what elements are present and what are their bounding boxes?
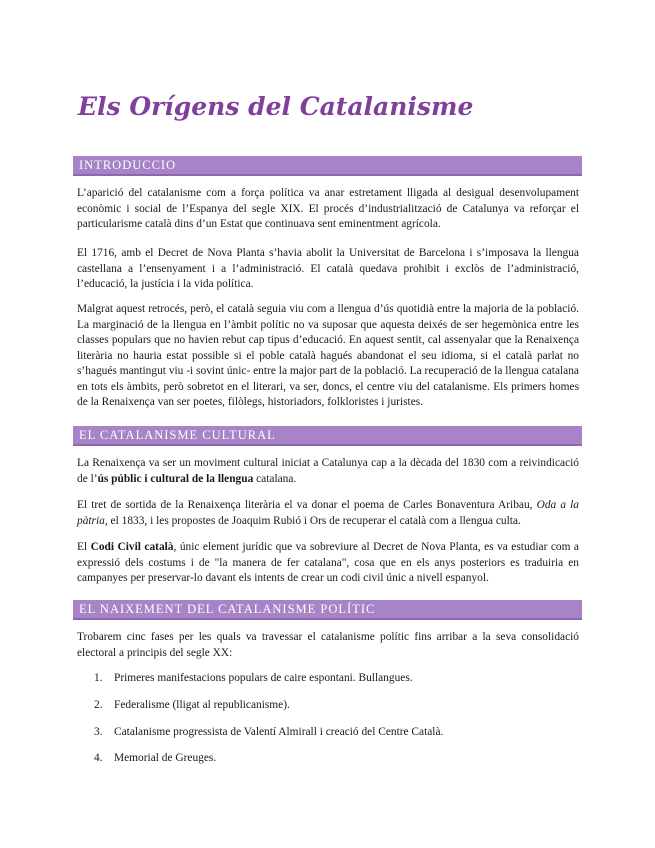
section-heading-introduccio: [73, 156, 582, 176]
list-item: 1. Primeres manifestacions populars de caire espontani. Bullangues.: [94, 672, 413, 684]
paragraph: El tret de sortida de la Renaixença literària el va donar el poema de Carles Bonaventura Aribau, Oda a la pàtria, el 1833, i les propostes de Joaquim Rubió i Ors de recuperar el català com a llengua culta.: [77, 499, 579, 527]
paragraph: El 1716, amb el Decret de Nova Planta s’havia abolit la Universitat de Barcelona i s’imposava la llengua castellana a l’ensenyament i a l’administració. El català quedava prohibit i exclòs de l’administració, l’educació, la justícia i la vida política.: [77, 247, 579, 290]
list-item: 3. Catalanisme progressista de Valentí Almirall i creació del Centre Català.: [94, 726, 444, 738]
section-heading-text: EL NAIXEMENT DEL CATALANISME POLÍTIC: [79, 602, 376, 616]
paragraph: Malgrat aquest retrocés, però, el català seguia viu com a llengua d’ús quotidià entre la majoria de la població. La marginació de la llengua en l’àmbit polític no va suposar que aquesta deixés de ser hegemònica entre les classes populars que no havien rebut cap tipus d’educació. En aquest sentit, cal assenyalar que la Renaixença literària no hauria estat possible si el poble català hagués abandonat el seu idioma, si el català parlat no s’hagués mantingut viu -i sovint únic- entre la major part de la població. La recuperació de la llengua catalana en tots els àmbits, però sobretot en el literari, va ser, doncs, el centre viu del catalanisme. Els primers homes de la Renaixença van ser poetes, filòlegs, historiadors, folkloristes i juristes.: [77, 303, 579, 408]
page-title: Els Orígens del Catalanisme: [78, 92, 474, 121]
paragraph: L’aparició del catalanisme com a força política va anar estretament lligada al desigual desenvolupament econòmic i social de l’Espanya del segle XIX. El procés d’industrialització de Catalunya va reforçar el particularisme català dins d’un Estat que continuava sent eminentment agrícola.: [77, 187, 579, 230]
section-heading-text: EL CATALANISME CULTURAL: [79, 428, 276, 442]
paragraph: Trobarem cinc fases per les quals va travessar el catalanisme polític fins arribar a la seva consolidació electoral a principis del segle XX:: [77, 631, 579, 659]
section-heading-catalanisme-politic: [73, 600, 582, 620]
paragraph: El Codi Civil català, únic element jurídic que va sobreviure al Decret de Nova Planta, es va estudiar com a expressió dels costums i de "la manera de fer catalana", cosa que en els anys posteriors es traduiria en campanyes per preservar-lo davant els intents de crear un codi civil únic a nivell espanyol.: [77, 541, 579, 584]
paragraph: La Renaixença va ser un moviment cultural iniciat a Catalunya cap a la dècada del 1830 com a reivindicació de l’ús públic i cultural de la llengua catalana.: [77, 457, 579, 485]
section-heading-catalanisme-cultural: [73, 426, 582, 446]
section-heading-text: INTRODUCCIO: [79, 158, 177, 172]
bold-phrase: Codi Civil català: [90, 541, 174, 553]
bold-phrase: ús públic i cultural de la llengua: [97, 472, 254, 485]
list-item: 4. Memorial de Greuges.: [94, 752, 217, 764]
list-item: 2. Federalisme (lligat al republicanisme).: [94, 699, 290, 711]
italic-title: Oda a la pàtria: [77, 499, 579, 527]
